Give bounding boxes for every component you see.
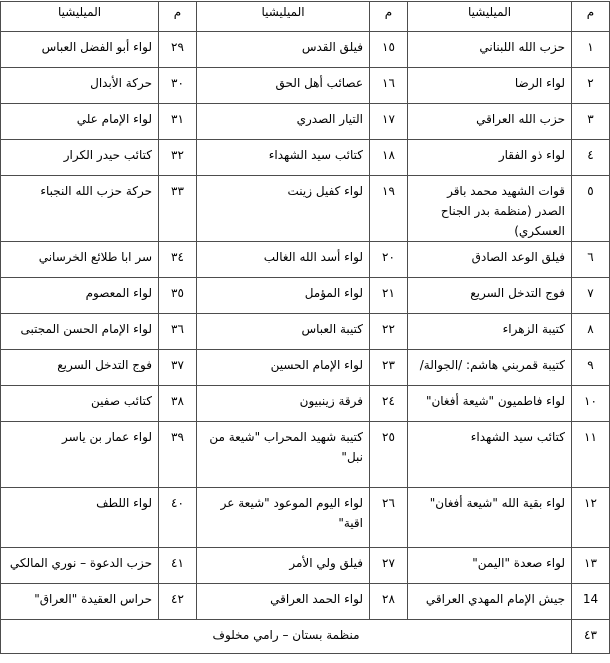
row-number: ٣٤	[159, 242, 197, 278]
row-number: ٣٥	[159, 278, 197, 314]
row-number: ٢٩	[159, 32, 197, 68]
table-row	[1, 32, 610, 68]
row-number: ٣٠	[159, 68, 197, 104]
militia-name: كتيبة شهيد المحراب "شيعة من نبل"	[197, 422, 370, 488]
militia-name: جيش الإمام المهدي العراقي	[408, 584, 572, 620]
table-row	[1, 278, 610, 314]
militia-name: لواء الرضا	[408, 68, 572, 104]
table-row	[1, 350, 610, 386]
militia-name: لواء أسد الله الغالب	[197, 242, 370, 278]
militia-name: فيلق ولي الأمر	[197, 548, 370, 584]
row-number: ١١	[572, 422, 610, 488]
militia-name: لواء اللطف	[1, 488, 159, 548]
table-row	[1, 104, 610, 140]
militia-name: لواء المؤمل	[197, 278, 370, 314]
militia-name: لواء كفيل زينت	[197, 176, 370, 242]
row-number: ٢٢	[370, 314, 408, 350]
table-row	[1, 68, 610, 104]
header-name-2: الميليشيا	[197, 2, 370, 32]
militia-name: لواء الحمد العراقي	[197, 584, 370, 620]
table-row	[1, 386, 610, 422]
militia-name: حراس العقيدة "العراق"	[1, 584, 159, 620]
table-row	[1, 140, 610, 176]
table-row	[1, 548, 610, 584]
header-num-1: م	[572, 2, 610, 32]
militia-name: كتائب حيدر الكرار	[1, 140, 159, 176]
militia-name: لواء فاطميون "شيعة أفغان"	[408, 386, 572, 422]
militia-name: فرقة زينبيون	[197, 386, 370, 422]
militia-name: حزب الله العراقي	[408, 104, 572, 140]
militia-name: لواء صعدة "اليمن"	[408, 548, 572, 584]
row-number: ٣٧	[159, 350, 197, 386]
militia-name: كتائب صفين	[1, 386, 159, 422]
militia-name: منظمة بستان – رامي مخلوف	[1, 620, 572, 654]
table-row	[1, 620, 610, 654]
militia-name: لواء بقية الله "شيعة أفغان"	[408, 488, 572, 548]
table-row	[1, 314, 610, 350]
row-number: ٧	[572, 278, 610, 314]
militia-name: حزب الدعوة – نوري المالكي	[1, 548, 159, 584]
row-number: ١٥	[370, 32, 408, 68]
militia-name: لواء الإمام الحسن المجتبى	[1, 314, 159, 350]
militia-table	[0, 1, 610, 654]
militia-name: حركة الأبدال	[1, 68, 159, 104]
militia-name: فيلق القدس	[197, 32, 370, 68]
row-number: ٣٩	[159, 422, 197, 488]
militia-name: لواء اليوم الموعود "شيعة عر اقية"	[197, 488, 370, 548]
militia-name: فوج التدخل السريع	[1, 350, 159, 386]
militia-name: حزب الله اللبناني	[408, 32, 572, 68]
militia-name: لواء المعصوم	[1, 278, 159, 314]
militia-name: كتيبة قمربني هاشم: /الجوالة/	[408, 350, 572, 386]
row-number: ٢٤	[370, 386, 408, 422]
militia-name: كتيبة العباس	[197, 314, 370, 350]
row-number: ١٠	[572, 386, 610, 422]
militia-name: كتيبة الزهراء	[408, 314, 572, 350]
row-number: ٥	[572, 176, 610, 242]
row-number: ١٦	[370, 68, 408, 104]
table-row	[1, 422, 610, 488]
militia-name: كتائب سيد الشهداء	[408, 422, 572, 488]
row-number: ٣٣	[159, 176, 197, 242]
row-number: ١٢	[572, 488, 610, 548]
row-number: ٣١	[159, 104, 197, 140]
table-row	[1, 242, 610, 278]
militia-name: حركة حزب الله النجباء	[1, 176, 159, 242]
header-name-3: الميليشيا	[1, 2, 159, 32]
header-name-1: الميليشيا	[408, 2, 572, 32]
militia-name: سر ابا طلائع الخرساني	[1, 242, 159, 278]
militia-name: التيار الصدري	[197, 104, 370, 140]
table-row	[1, 176, 610, 242]
row-number: ٣٦	[159, 314, 197, 350]
header-row	[1, 2, 610, 32]
militia-name: كتائب سيد الشهداء	[197, 140, 370, 176]
table-row	[1, 488, 610, 548]
row-number: ١	[572, 32, 610, 68]
row-number: ٢٣	[370, 350, 408, 386]
row-number: ٤	[572, 140, 610, 176]
row-number: ٢١	[370, 278, 408, 314]
row-number: ٢	[572, 68, 610, 104]
row-number: ٢٦	[370, 488, 408, 548]
row-number: ٣	[572, 104, 610, 140]
militia-name: قوات الشهيد محمد باقر الصدر (منظمة بدر الجناح العسكري)	[408, 176, 572, 242]
militia-name: لواء عمار بن ياسر	[1, 422, 159, 488]
header-num-3: م	[159, 2, 197, 32]
militia-name: فوج التدخل السريع	[408, 278, 572, 314]
militia-name: عصائب أهل الحق	[197, 68, 370, 104]
row-number: ١٨	[370, 140, 408, 176]
militia-name: لواء الإمام علي	[1, 104, 159, 140]
row-number: ١٧	[370, 104, 408, 140]
militia-name: فيلق الوعد الصادق	[408, 242, 572, 278]
row-number: ٨	[572, 314, 610, 350]
militia-name: لواء أبو الفضل العباس	[1, 32, 159, 68]
row-number: ٢٥	[370, 422, 408, 488]
row-number: ١٣	[572, 548, 610, 584]
militia-name: لواء ذو الفقار	[408, 140, 572, 176]
row-number: ٢٧	[370, 548, 408, 584]
row-number: ٣٨	[159, 386, 197, 422]
row-number: ٤١	[159, 548, 197, 584]
row-number: ٣٢	[159, 140, 197, 176]
header-num-2: م	[370, 2, 408, 32]
row-number: ٤٣	[572, 620, 610, 654]
row-number: ٦	[572, 242, 610, 278]
table-row	[1, 584, 610, 620]
row-number: ٤٠	[159, 488, 197, 548]
militia-name: لواء الإمام الحسين	[197, 350, 370, 386]
row-number: ٩	[572, 350, 610, 386]
row-number: ٤٢	[159, 584, 197, 620]
row-number: ٢٨	[370, 584, 408, 620]
row-number: ٢٠	[370, 242, 408, 278]
row-number: 14	[572, 584, 610, 620]
row-number: ١٩	[370, 176, 408, 242]
